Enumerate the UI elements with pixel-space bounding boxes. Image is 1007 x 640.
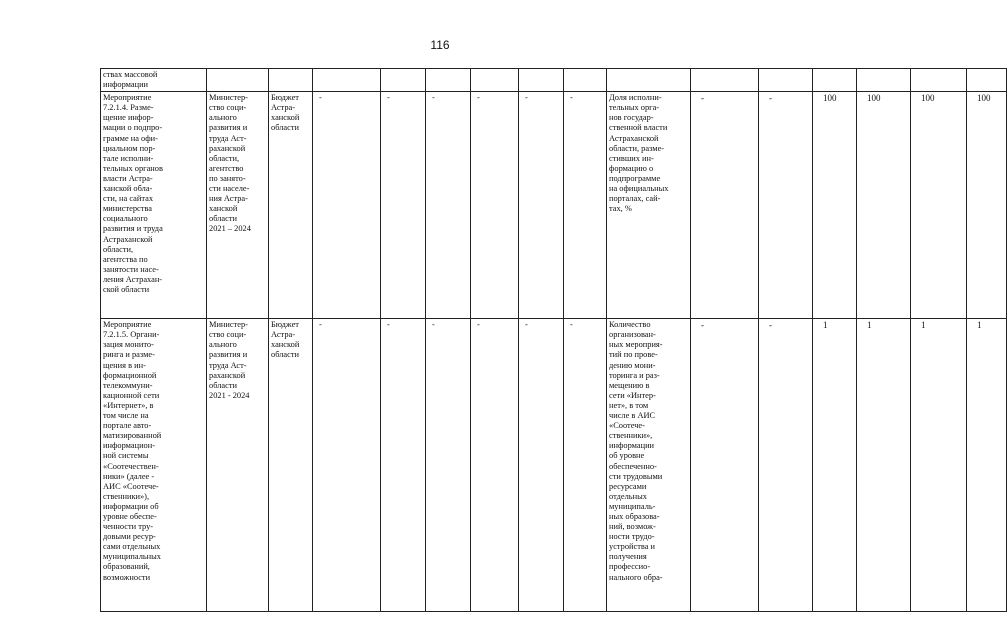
indicator-value-cell-text: 1 — [921, 320, 926, 331]
financing-cell — [564, 319, 607, 612]
indicator-cell-text: Количество организован- ных мероприя- тий по прове- дению мони- торинга и раз- мещению в сети «Интер- нет», в том числе в АИС «Соотече- ственники», информации об уровне обеспеченно- сти трудовыми ресурсами отдельных муниципаль- ных образова- ний, возмож- ности трудо- устройства и получения профессио- нального обра- — [609, 320, 663, 582]
financing-cell — [426, 92, 471, 319]
executor-cell — [207, 92, 269, 319]
indicator-value-cell — [813, 319, 857, 612]
indicator-value-cell — [967, 92, 1007, 319]
financing-cell — [471, 319, 519, 612]
financing-cell-text: - — [319, 93, 322, 103]
funding-source-cell — [269, 69, 313, 92]
indicator-value-cell — [813, 69, 857, 92]
financing-cell — [313, 92, 381, 319]
executor-cell — [207, 319, 269, 612]
indicator-value-cell-text: 100 — [867, 93, 881, 104]
financing-cell-text: - — [387, 320, 390, 330]
program-table — [100, 68, 1007, 612]
financing-cell-text: - — [319, 320, 322, 330]
indicator-value-cell — [813, 92, 857, 319]
financing-cell — [381, 319, 426, 612]
funding-source-cell-text: Бюджет Астра- ханской области — [271, 320, 300, 360]
financing-cell — [313, 69, 381, 92]
table-row — [101, 92, 1007, 319]
indicator-value-cell — [967, 319, 1007, 612]
financing-cell-text: - — [477, 93, 480, 103]
indicator-value-cell-text: 1 — [977, 320, 982, 331]
event-cell — [101, 92, 207, 319]
indicator-value-cell-text: 1 — [867, 320, 872, 331]
indicator-value-cell-text: 100 — [977, 93, 991, 104]
indicator-value-cell — [857, 69, 911, 92]
indicator-value-cell — [759, 319, 813, 612]
indicator-value-cell — [691, 69, 759, 92]
table-row — [101, 319, 1007, 612]
financing-cell — [519, 319, 564, 612]
financing-cell-text: - — [477, 320, 480, 330]
indicator-value-cell-text: - — [701, 93, 704, 104]
funding-source-cell-text: Бюджет Астра- ханской области — [271, 93, 300, 133]
financing-cell — [564, 69, 607, 92]
event-cell — [101, 319, 207, 612]
indicator-value-cell — [967, 69, 1007, 92]
indicator-cell — [607, 319, 691, 612]
executor-cell — [207, 69, 269, 92]
funding-source-cell — [269, 319, 313, 612]
executor-cell-text: Министер- ство соци- ального развития и труда Аст- раханской области 2021 - 2024 — [209, 320, 250, 400]
financing-cell — [381, 69, 426, 92]
event-cell-text: Мероприятие 7.2.1.5. Органи- зация монито- ринга и разме- щения в ин- формационной телекоммуни- кационной сети «Интернет», в том числе на портале авто- матизированной информацион- ной системы «Соотечествен- ники» (далее - АИС «Соотече- ственники»), информации об уровне обеспе- ченности тру- довыми ресур- сами отдельных муниципальных образований, возможности — [103, 320, 162, 582]
funding-source-cell — [269, 92, 313, 319]
financing-cell-text: - — [525, 320, 528, 330]
indicator-value-cell — [911, 319, 967, 612]
indicator-value-cell — [759, 92, 813, 319]
financing-cell — [519, 92, 564, 319]
indicator-value-cell — [691, 319, 759, 612]
financing-cell — [519, 69, 564, 92]
financing-cell — [471, 92, 519, 319]
indicator-value-cell-text: - — [701, 320, 704, 331]
financing-cell — [471, 69, 519, 92]
financing-cell-text: - — [432, 93, 435, 103]
indicator-value-cell — [759, 69, 813, 92]
financing-cell — [313, 319, 381, 612]
financing-cell-text: - — [570, 320, 573, 330]
financing-cell — [426, 319, 471, 612]
indicator-value-cell — [911, 69, 967, 92]
indicator-value-cell-text: 100 — [823, 93, 837, 104]
indicator-cell — [607, 92, 691, 319]
indicator-value-cell-text: 100 — [921, 93, 935, 104]
indicator-value-cell — [911, 92, 967, 319]
indicator-value-cell — [691, 92, 759, 319]
indicator-value-cell-text: - — [769, 320, 772, 331]
financing-cell — [564, 92, 607, 319]
financing-cell-text: - — [525, 93, 528, 103]
event-cell-text: Мероприятие 7.2.1.4. Разме- щение инфор- мации о подпро- грамме на офи- циальном пор- тале исполни- тельных органов власти Астра- ханской обла- сти, на сайтах министерства социального развития и труда Астраханской области, агентства по занятости насе- ления Астрахан- ской области — [103, 93, 163, 294]
indicator-cell-text: Доля исполни- тельных орга- нов государ- ственной власти Астраханской области, разме- стивших ин- формацию о подпрограмме на официальных порталах, сай- тах, % — [609, 93, 669, 214]
financing-cell — [381, 92, 426, 319]
indicator-cell — [607, 69, 691, 92]
indicator-value-cell — [857, 92, 911, 319]
event-cell-text: ствах массовой информации — [103, 70, 158, 90]
financing-cell-text: - — [570, 93, 573, 103]
event-cell — [101, 69, 207, 92]
financing-cell-text: - — [432, 320, 435, 330]
indicator-value-cell — [857, 319, 911, 612]
executor-cell-text: Министер- ство соци- ального развития и труда Аст- раханской области, агентство по занято- сти населе- ния Астра- ханской области 2021 – 2024 — [209, 93, 251, 234]
indicator-value-cell-text: - — [769, 93, 772, 104]
financing-cell-text: - — [387, 93, 390, 103]
page-number: 116 — [430, 38, 450, 52]
indicator-value-cell-text: 1 — [823, 320, 828, 331]
financing-cell — [426, 69, 471, 92]
table-row — [101, 69, 1007, 92]
